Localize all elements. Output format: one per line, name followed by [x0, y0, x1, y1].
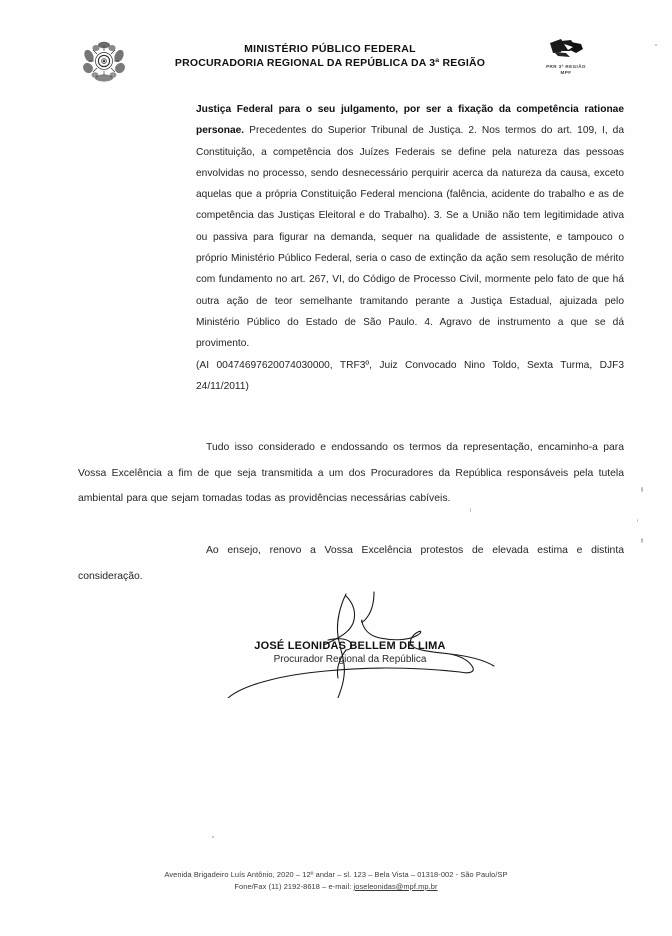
scan-speck — [212, 836, 214, 838]
paragraph-closing-text: Ao ensejo, renovo a Vossa Excelência protestos de elevada estima e distinta consideração. — [78, 545, 624, 582]
scan-speck — [641, 487, 643, 492]
mpf-logo-caption-region: PRR 3ª REGIÃO — [546, 64, 586, 69]
scan-speck — [641, 538, 643, 543]
mpf-map-mark-icon — [544, 36, 588, 62]
office-title: PROCURADORIA REGIONAL DA REPÚBLICA DA 3ª REGIÃO — [174, 57, 486, 69]
header-titles — [140, 42, 520, 70]
brazil-coat-of-arms-seal-icon — [78, 38, 130, 86]
signatory-name: JOSÉ LEONIDAS BELLEM DE LIMA — [254, 640, 446, 652]
quote-citation: (AI 00474697620074030000, TRF3º, Juiz Convocado Nino Toldo, Sexta Turma, DJF3 24/11/2011) — [196, 359, 624, 392]
quote-body-text: Precedentes do Superior Tribunal de Justiça. 2. Nos termos do art. 109, I, da Constituição, a competência dos Juízes Federais se define pela natureza das pessoas envolvidas no processo, sendo desnecessário perquirir acerca da natureza da causa, exceto aquelas que a própria Constituição Federal menciona (falência, acidente do trabalho e as de competência das Justiças Eleitoral e do Trabalho). 3. Se a União não tem legitimidade ativa ou passiva para figurar na demanda, sequer na qualidade de assistente, e tampouco o próprio Ministério Público Federal, seria o caso de extinção da ação sem resolução de mérito com fundamento no art. 267, VI, do Código de Processo Civil, mormente pelo fato de que há outra ação de teor semelhante tramitando perante a Justiça Estadual, ajuizada pelo Ministério Público do Estado de São Paulo. 4. Agravo de instrumento a que se dá provimento. — [196, 125, 624, 350]
paragraph-closing — [78, 538, 624, 589]
scan-speck — [655, 44, 657, 46]
ministry-title: MINISTÉRIO PÚBLICO FEDERAL — [244, 43, 416, 55]
footer-address: Avenida Brigadeiro Luís Antônio, 2020 – 12º andar – sl. 123 – Bela Vista – 01318-002 - São Paulo/SP — [164, 870, 508, 879]
footer-contact — [0, 881, 672, 893]
quote-bold-lead: Justiça Federal para o seu julgamento, por ser a fixação da competência rationae personae. — [196, 104, 624, 137]
mpf-logo-caption-mpf: MPF — [560, 70, 572, 75]
signature-block — [150, 588, 550, 698]
paragraph-forwarding — [78, 435, 624, 512]
scan-speck — [637, 519, 638, 522]
paragraph-forwarding-text: Tudo isso considerado e endossando os termos da representação, encaminho-a para Vossa Excelência a fim de que seja transmitida a um dos Procuradores da República responsáveis pela tutela ambiental para que sejam tomadas todas as providências necessárias cabíveis. — [78, 442, 624, 504]
document-footer — [0, 869, 672, 893]
mpf-logo — [528, 36, 604, 86]
footer-phone-label: Fone/Fax (11) 2192-8618 – e-mail: — [234, 882, 354, 891]
signatory-role: Procurador Regional da República — [273, 654, 427, 665]
footer-email-link[interactable]: joseleonidas@mpf.mp.br — [353, 882, 438, 891]
scan-speck — [470, 508, 471, 512]
quoted-decision-block — [196, 99, 624, 397]
document-header — [0, 34, 672, 90]
